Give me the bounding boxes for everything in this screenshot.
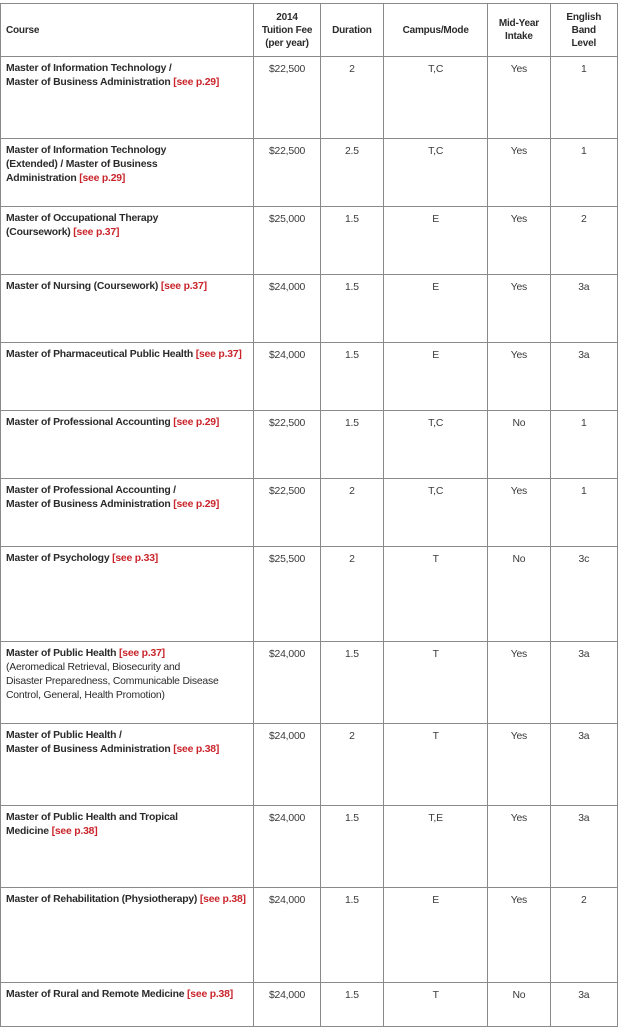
table-row	[1, 547, 618, 642]
table-row	[1, 479, 618, 547]
page-reference-link[interactable]: [see p.37]	[118, 648, 165, 659]
intake-cell: Yes	[488, 888, 550, 983]
fee-cell: $24,000	[254, 275, 320, 343]
duration-cell: 2	[320, 479, 383, 547]
course-cell	[1, 57, 254, 139]
course-table	[0, 3, 618, 1027]
duration-cell: 2	[320, 57, 383, 139]
fee-cell: $24,000	[254, 888, 320, 983]
english-band-cell: 1	[550, 411, 617, 479]
intake-cell: Yes	[488, 57, 550, 139]
page-reference-link[interactable]: [see p.37]	[73, 227, 120, 238]
table-row	[1, 888, 618, 983]
course-title-line: Master of Professional Accounting /	[6, 485, 176, 496]
english-band-cell: 3a	[550, 724, 617, 806]
course-cell	[1, 207, 254, 275]
course-title-line: Master of Nursing (Coursework)	[6, 281, 159, 292]
intake-header-line: Mid-Year	[498, 18, 539, 29]
course-title-line: Master of Public Health and Tropical	[6, 812, 178, 823]
campus-cell: T,C	[384, 139, 488, 207]
course-cell	[1, 411, 254, 479]
fee-header-line: 2014	[276, 11, 298, 23]
campus-cell: E	[384, 207, 488, 275]
english-band-cell: 1	[550, 139, 617, 207]
duration-cell: 2	[320, 724, 383, 806]
course-description-line: (Aeromedical Retrieval, Biosecurity and	[6, 662, 181, 673]
table-row	[1, 343, 618, 411]
english-band-cell: 2	[550, 207, 617, 275]
course-description-line: Control, General, Health Promotion)	[6, 690, 165, 701]
fee-header-line: (per year)	[265, 37, 309, 49]
english-header	[550, 4, 617, 57]
course-title-line: Master of Public Health	[6, 648, 117, 659]
table-row	[1, 642, 618, 724]
campus-header: Campus/Mode	[384, 4, 488, 57]
course-cell	[1, 724, 254, 806]
campus-cell: T,E	[384, 806, 488, 888]
course-title-line: Master of Business Administration	[6, 77, 171, 88]
fee-cell: $24,000	[254, 724, 320, 806]
page-reference-link[interactable]: [see p.38]	[199, 894, 246, 905]
course-title-line: Master of Information Technology /	[6, 63, 172, 74]
fee-cell: $25,000	[254, 207, 320, 275]
page-reference-link[interactable]: [see p.38]	[187, 989, 233, 1000]
course-cell	[1, 888, 254, 983]
course-description-line: Disaster Preparedness, Communicable Disease	[6, 676, 219, 687]
page-reference-link[interactable]: [see p.29]	[173, 417, 220, 428]
course-title-line: Master of Rehabilitation (Physiotherapy)	[6, 894, 198, 905]
duration-cell: 1.5	[320, 983, 383, 1027]
course-cell	[1, 275, 254, 343]
duration-header: Duration	[320, 4, 383, 57]
course-header: Course	[1, 4, 254, 57]
fee-cell: $22,500	[254, 411, 320, 479]
campus-cell: T	[384, 983, 488, 1027]
course-title-line: (Coursework)	[6, 227, 71, 238]
english-header-line: Band	[571, 24, 596, 36]
campus-cell: T	[384, 642, 488, 724]
intake-cell: Yes	[488, 207, 550, 275]
fee-header-line: Tuition Fee	[261, 24, 313, 36]
table-row	[1, 57, 618, 139]
course-title-line: Master of Pharmaceutical Public Health	[6, 349, 193, 360]
duration-cell: 1.5	[320, 642, 383, 724]
duration-cell: 1.5	[320, 888, 383, 983]
page-reference-link[interactable]: [see p.29]	[173, 77, 220, 88]
english-band-cell: 2	[550, 888, 617, 983]
page-reference-link[interactable]: [see p.29]	[173, 499, 220, 510]
english-band-cell: 1	[550, 479, 617, 547]
page-reference-link[interactable]: [see p.37]	[160, 281, 207, 292]
english-band-cell: 3a	[550, 343, 617, 411]
course-cell	[1, 642, 254, 724]
course-title-line: Master of Professional Accounting	[6, 417, 171, 428]
course-title-line: Medicine	[6, 826, 49, 837]
intake-cell: Yes	[488, 139, 550, 207]
intake-cell: Yes	[488, 275, 550, 343]
campus-cell: E	[384, 275, 488, 343]
intake-cell: Yes	[488, 343, 550, 411]
course-title-line: Master of Rural and Remote Medicine	[6, 989, 185, 1000]
fee-cell: $25,500	[254, 547, 320, 642]
duration-cell: 1.5	[320, 411, 383, 479]
duration-cell: 1.5	[320, 275, 383, 343]
course-title-line: Master of Business Administration	[6, 744, 171, 755]
course-title-line: Administration	[6, 173, 77, 184]
duration-cell: 1.5	[320, 207, 383, 275]
english-band-cell: 3a	[550, 642, 617, 724]
table-row	[1, 806, 618, 888]
course-title-line: Master of Psychology	[6, 553, 110, 564]
course-title-line: Master of Public Health /	[6, 730, 122, 741]
intake-cell: Yes	[488, 806, 550, 888]
table-body	[1, 57, 618, 1027]
course-cell	[1, 343, 254, 411]
course-title-line: Master of Occupational Therapy	[6, 213, 159, 224]
page-reference-link[interactable]: [see p.38]	[51, 826, 98, 837]
english-band-cell: 3a	[550, 275, 617, 343]
table-row	[1, 207, 618, 275]
course-title-line: Master of Information Technology	[6, 145, 167, 156]
course-title-line: (Extended) / Master of Business	[6, 159, 158, 170]
table-row	[1, 983, 618, 1027]
english-band-cell: 1	[550, 57, 617, 139]
table-row	[1, 724, 618, 806]
fee-cell: $22,500	[254, 479, 320, 547]
course-cell	[1, 806, 254, 888]
intake-header	[488, 4, 550, 57]
course-cell	[1, 547, 254, 642]
intake-cell: Yes	[488, 479, 550, 547]
english-band-cell: 3a	[550, 983, 617, 1027]
fee-cell: $22,500	[254, 139, 320, 207]
campus-cell: T	[384, 724, 488, 806]
duration-cell: 2.5	[320, 139, 383, 207]
intake-cell: No	[488, 547, 550, 642]
duration-cell: 2	[320, 547, 383, 642]
fee-cell: $22,500	[254, 57, 320, 139]
campus-cell: T,C	[384, 57, 488, 139]
table-row	[1, 139, 618, 207]
campus-cell: E	[384, 888, 488, 983]
intake-cell: No	[488, 983, 550, 1027]
campus-cell: T,C	[384, 411, 488, 479]
header-row	[1, 4, 618, 57]
table-row	[1, 411, 618, 479]
course-cell	[1, 983, 254, 1027]
fee-cell: $24,000	[254, 806, 320, 888]
campus-cell: E	[384, 343, 488, 411]
table-row	[1, 275, 618, 343]
english-band-cell: 3a	[550, 806, 617, 888]
course-cell	[1, 479, 254, 547]
intake-cell: Yes	[488, 724, 550, 806]
english-header-line: Level	[571, 37, 597, 49]
english-header-line: English	[566, 11, 602, 23]
page-reference-link[interactable]: [see p.29]	[79, 173, 126, 184]
fee-header	[254, 4, 320, 57]
english-band-cell: 3c	[550, 547, 617, 642]
page-reference-link[interactable]: [see p.33]	[112, 553, 159, 564]
fee-cell: $24,000	[254, 642, 320, 724]
page-reference-link[interactable]: [see p.37]	[195, 349, 242, 360]
intake-cell: No	[488, 411, 550, 479]
intake-header-line: Intake	[505, 31, 533, 42]
fee-cell: $24,000	[254, 343, 320, 411]
course-title-line: Master of Business Administration	[6, 499, 171, 510]
course-cell	[1, 139, 254, 207]
duration-cell: 1.5	[320, 343, 383, 411]
campus-cell: T	[384, 547, 488, 642]
page-reference-link[interactable]: [see p.38]	[173, 744, 220, 755]
campus-cell: T,C	[384, 479, 488, 547]
intake-cell: Yes	[488, 642, 550, 724]
fee-cell: $24,000	[254, 983, 320, 1027]
duration-cell: 1.5	[320, 806, 383, 888]
